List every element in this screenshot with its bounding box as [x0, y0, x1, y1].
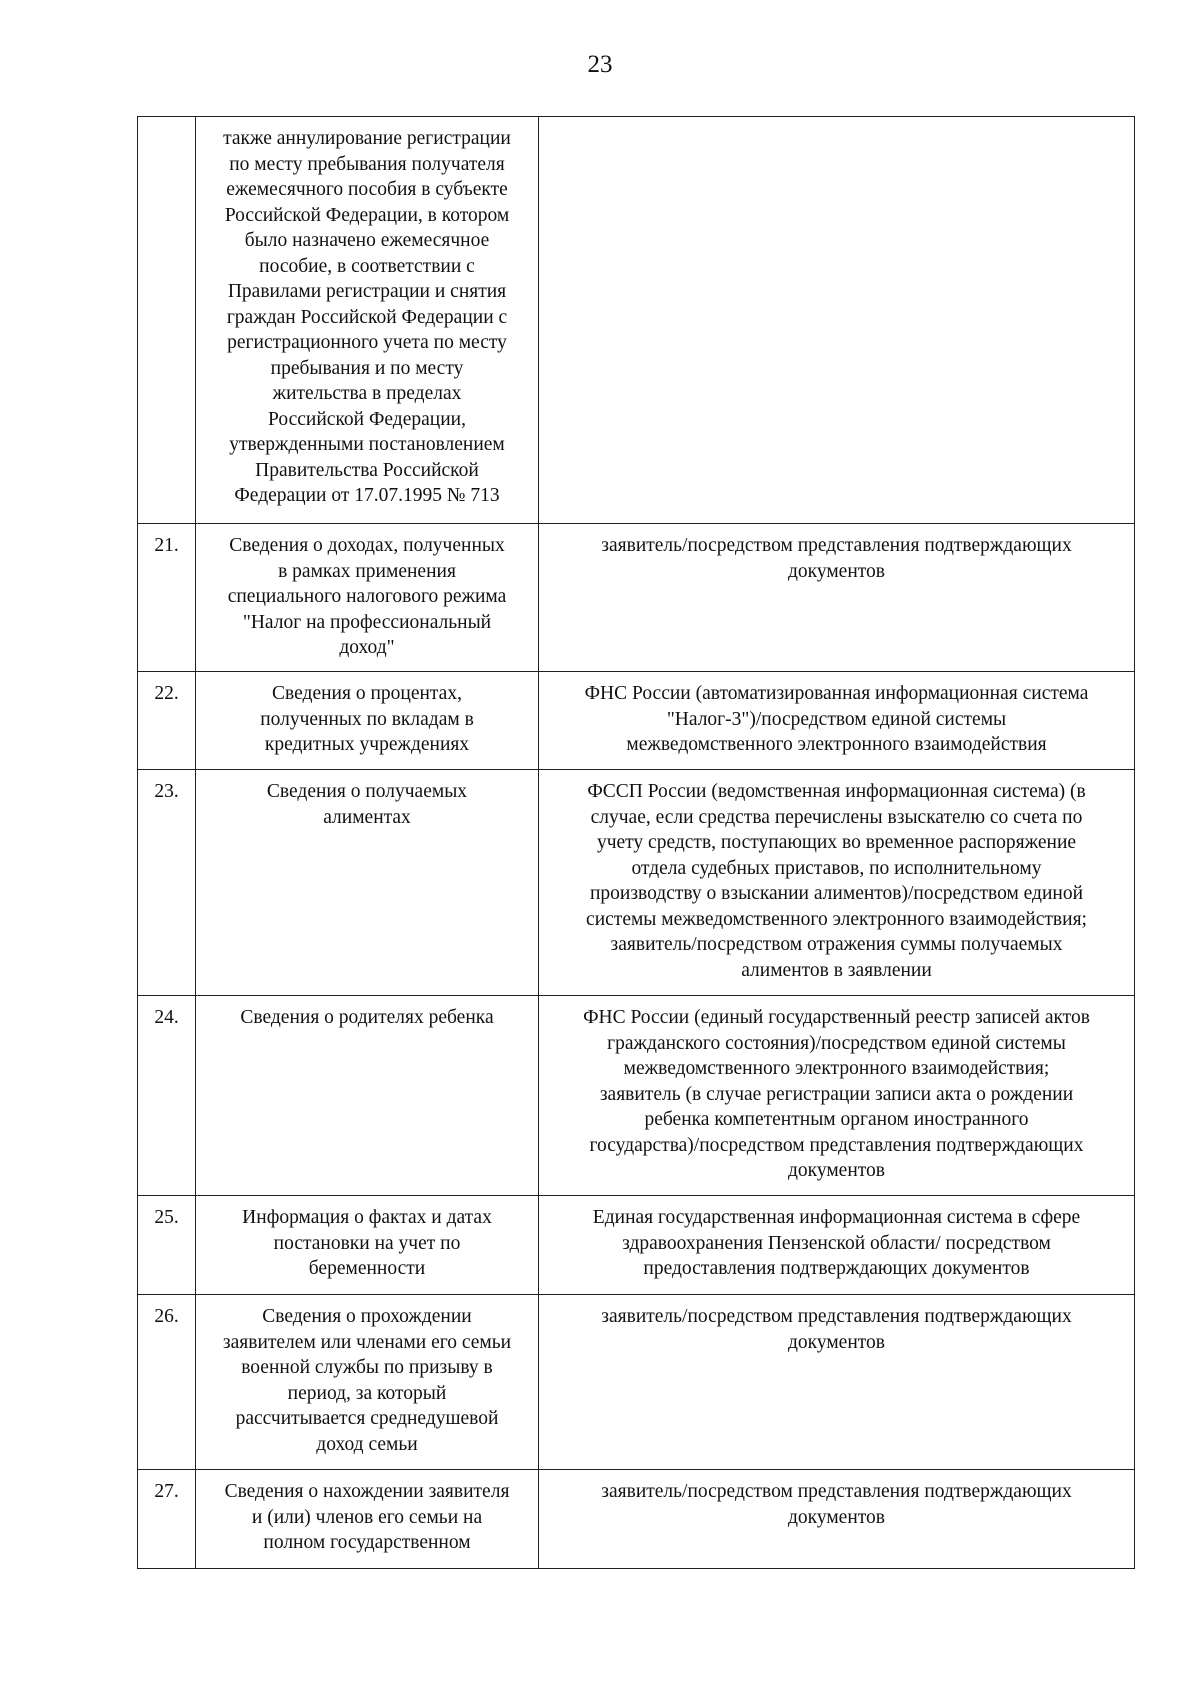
source-cell: ФНС России (единый государственный реестр записей актов гражданского состояния)/посредством единой системы межведомственного электронного взаимодействия; заявитель (в случае регистрации записи акта о рождении ребенка компетентным органом иностранного государства)/посредством представления подтверждающих документов [539, 996, 1135, 1196]
info-cell: Сведения о процентах, полученных по вкладам в кредитных учреждениях [196, 672, 539, 770]
table-row [138, 524, 1135, 672]
table-row [138, 1196, 1135, 1295]
info-cell: Сведения о получаемых алиментах [196, 770, 539, 996]
page-number: 23 [587, 51, 613, 78]
table-row [138, 117, 1135, 524]
documents-table [137, 116, 1135, 1569]
table-row [138, 1470, 1135, 1569]
source-cell: заявитель/посредством представления подтверждающих документов [539, 1470, 1135, 1569]
row-number: 21. [138, 524, 196, 672]
source-cell: заявитель/посредством представления подтверждающих документов [539, 1295, 1135, 1470]
row-number: 27. [138, 1470, 196, 1569]
source-cell: ФССП России (ведомственная информационная система) (в случае, если средства перечислены взыскателю со счета по учету средств, поступающих во временное распоряжение отдела судебных приставов, по исполнительному производству о взыскании алиментов)/посредством единой системы межведомственного электронного взаимодействия; заявитель/посредством отражения суммы получаемых алиментов в заявлении [539, 770, 1135, 996]
table-row [138, 770, 1135, 996]
info-cell: Сведения о прохождении заявителем или членами его семьи военной службы по призыву в период, за который рассчитывается среднедушевой доход семьи [196, 1295, 539, 1470]
info-cell: также аннулирование регистрации по месту пребывания получателя ежемесячного пособия в субъекте Российской Федерации, в котором было назначено ежемесячное пособие, в соответствии с Правилами регистрации и снятия граждан Российской Федерации с регистрационного учета по месту пребывания и по месту жительства в пределах Российской Федерации, утвержденными постановлением Правительства Российской Федерации от 17.07.1995 № 713 [196, 117, 539, 524]
source-cell: заявитель/посредством представления подтверждающих документов [539, 524, 1135, 672]
source-cell: ФНС России (автоматизированная информационная система "Налог-3")/посредством единой системы межведомственного электронного взаимодействия [539, 672, 1135, 770]
row-number: 24. [138, 996, 196, 1196]
row-number: 25. [138, 1196, 196, 1295]
info-cell: Информация о фактах и датах постановки на учет по беременности [196, 1196, 539, 1295]
info-cell: Сведения о доходах, полученных в рамках применения специального налогового режима "Налог на профессиональный доход" [196, 524, 539, 672]
row-number: 22. [138, 672, 196, 770]
table-row [138, 996, 1135, 1196]
table-row [138, 1295, 1135, 1470]
row-number: 23. [138, 770, 196, 996]
table-row [138, 672, 1135, 770]
row-number [138, 117, 196, 524]
source-cell [539, 117, 1135, 524]
source-cell: Единая государственная информационная система в сфере здравоохранения Пензенской области/ посредством предоставления подтверждающих документов [539, 1196, 1135, 1295]
row-number: 26. [138, 1295, 196, 1470]
info-cell: Сведения о родителях ребенка [196, 996, 539, 1196]
info-cell: Сведения о нахождении заявителя и (или) членов его семьи на полном государственном [196, 1470, 539, 1569]
